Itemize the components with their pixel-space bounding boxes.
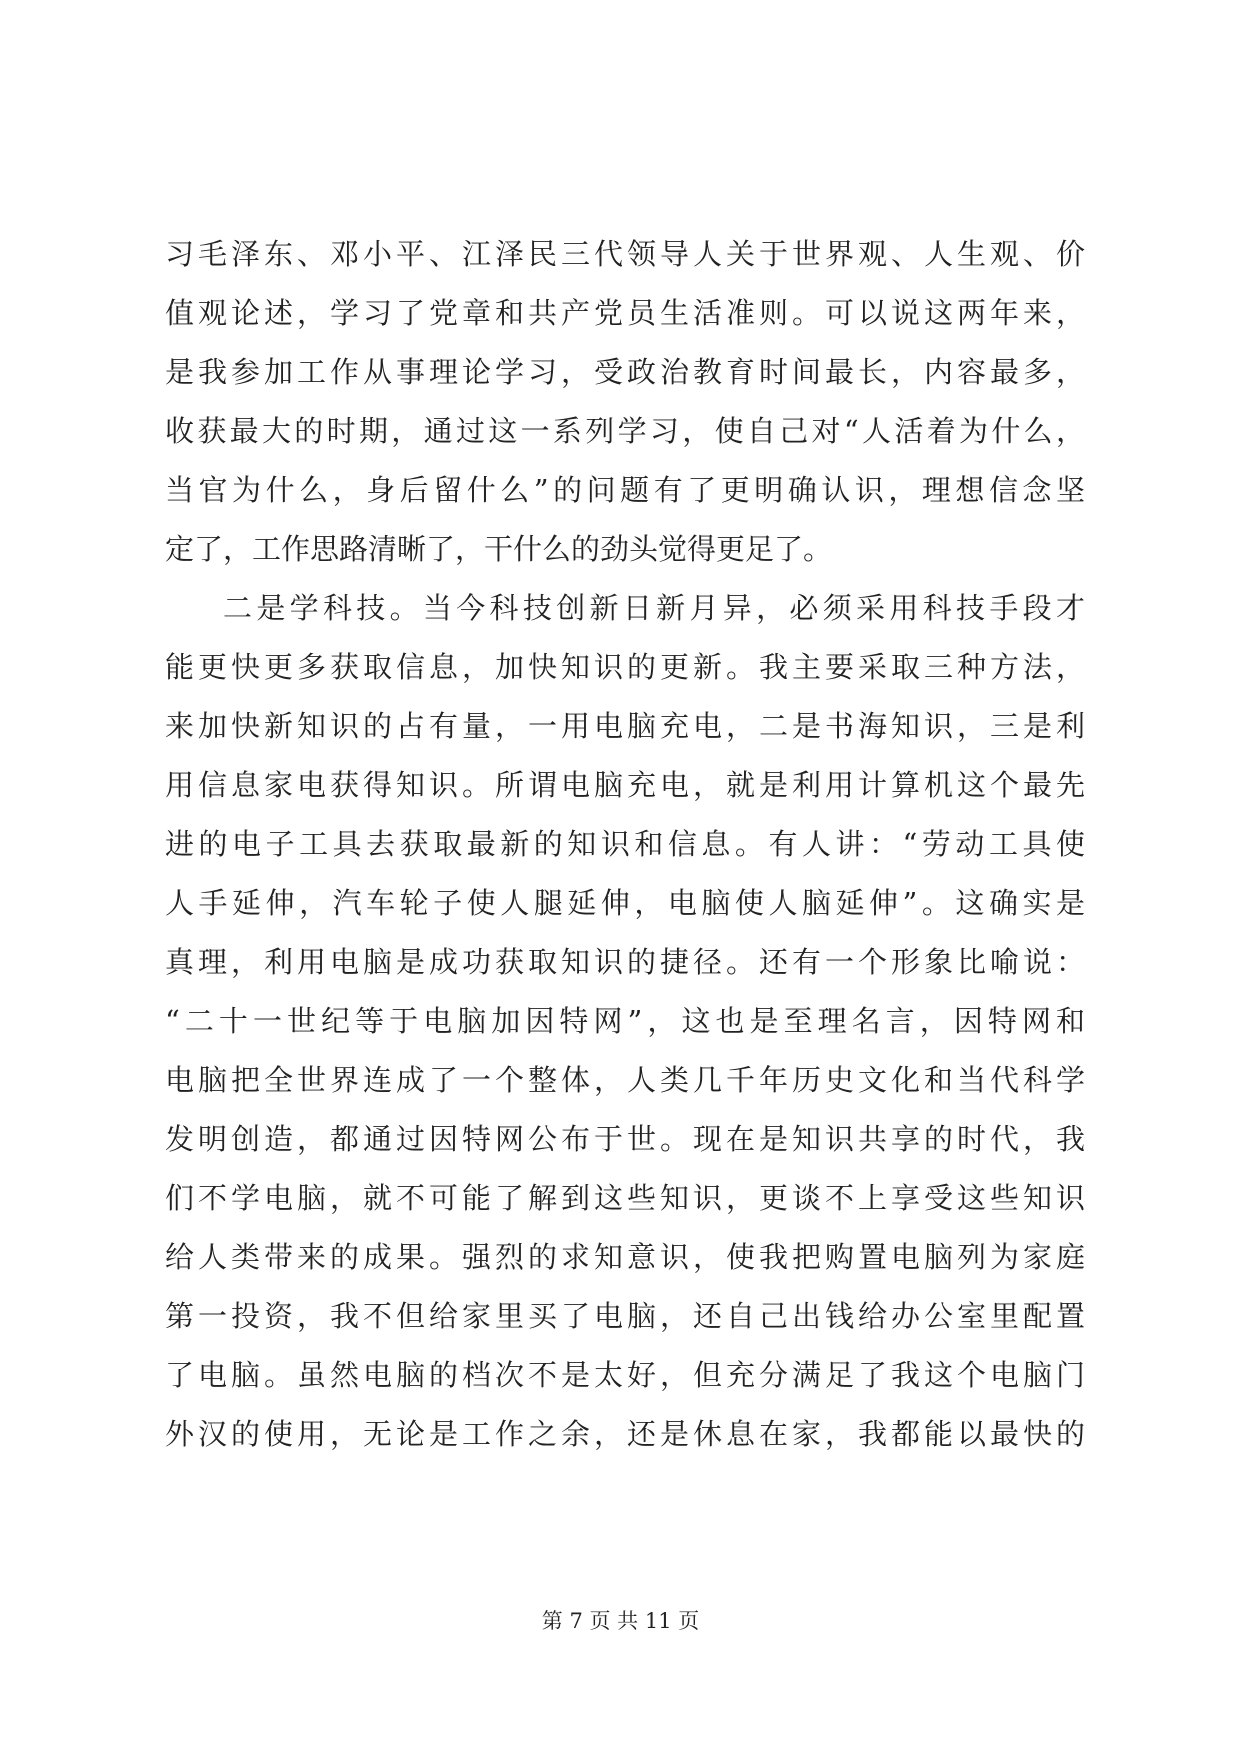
paragraph-line: 人手延伸，汽车轮子使人腿延伸，电脑使人脑延伸”。这确实是 <box>165 886 1085 920</box>
paragraph-line: 们不学电脑，就不可能了解到这些知识，更谈不上享受这些知识 <box>165 1181 1085 1215</box>
paragraph-line: 收获最大的时期，通过这一系列学习，使自己对“人活着为什么， <box>165 414 1085 448</box>
paragraph-line: 外汉的使用，无论是工作之余，还是休息在家，我都能以最快的 <box>165 1417 1085 1451</box>
paragraph-line: 给人类带来的成果。强烈的求知意识，使我把购置电脑列为家庭 <box>165 1240 1085 1274</box>
paragraph-line: 习毛泽东、邓小平、江泽民三代领导人关于世界观、人生观、价 <box>165 237 1085 271</box>
paragraph-line: 了电脑。虽然电脑的档次不是太好，但充分满足了我这个电脑门 <box>165 1358 1085 1392</box>
paragraph-line: 当官为什么，身后留什么”的问题有了更明确认识，理想信念坚 <box>165 473 1085 507</box>
paragraph-line: 发明创造，都通过因特网公布于世。现在是知识共享的时代，我 <box>165 1122 1085 1156</box>
paragraph-line: 能更快更多获取信息，加快知识的更新。我主要采取三种方法， <box>165 650 1085 684</box>
paragraph-first-line: 二是学科技。当今科技创新日新月异，必须采用科技手段才 <box>223 591 1085 625</box>
paragraph-line: 来加快新知识的占有量，一用电脑充电，二是书海知识，三是利 <box>165 709 1085 743</box>
paragraph-line: 第一投资，我不但给家里买了电脑，还自己出钱给办公室里配置 <box>165 1299 1085 1333</box>
paragraph-line: 是我参加工作从事理论学习，受政治教育时间最长，内容最多， <box>165 355 1085 389</box>
page-number-footer: 第 7 页 共 11 页 <box>541 1609 700 1633</box>
paragraph-line: 进的电子工具去获取最新的知识和信息。有人讲：“劳动工具使 <box>165 827 1085 861</box>
paragraph-line: 定了，工作思路清晰了，干什么的劲头觉得更足了。 <box>165 532 833 566</box>
paragraph-line: 用信息家电获得知识。所谓电脑充电，就是利用计算机这个最先 <box>165 768 1085 802</box>
paragraph-line: 真理，利用电脑是成功获取知识的捷径。还有一个形象比喻说： <box>165 945 1085 979</box>
paragraph-line: “二十一世纪等于电脑加因特网”，这也是至理名言，因特网和 <box>165 1004 1085 1038</box>
paragraph-line: 值观论述，学习了党章和共产党员生活准则。可以说这两年来， <box>165 296 1085 330</box>
paragraph-line: 电脑把全世界连成了一个整体，人类几千年历史文化和当代科学 <box>165 1063 1085 1097</box>
document-body <box>165 225 1085 1464</box>
